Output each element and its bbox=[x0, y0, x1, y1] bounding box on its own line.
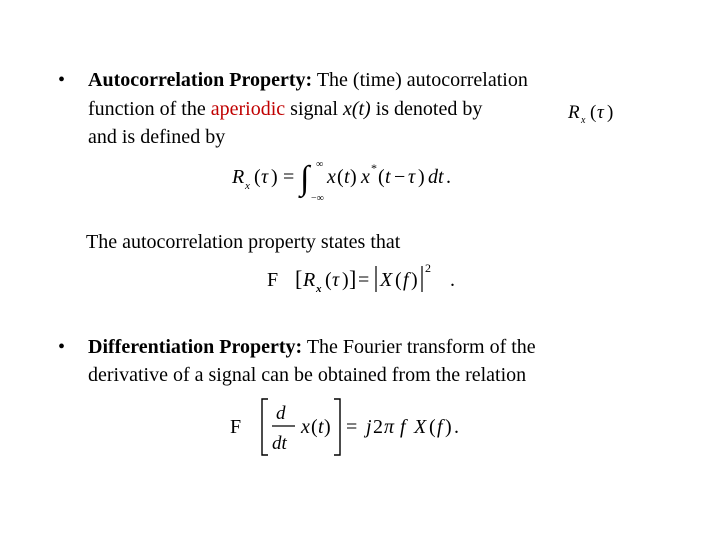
svg-text:F: F bbox=[230, 416, 242, 438]
svg-text:): ) bbox=[350, 166, 357, 188]
svg-text:(: ( bbox=[254, 166, 261, 188]
differentiation-heading: Differentiation Property: bbox=[88, 336, 303, 358]
autocorrelation-equation bbox=[230, 155, 490, 207]
svg-text:x: x bbox=[245, 180, 250, 192]
autocorrelation-line-3: and is defined by bbox=[88, 126, 226, 148]
svg-text:dt: dt bbox=[428, 166, 444, 188]
svg-text:): ) bbox=[607, 102, 614, 123]
autocorrelation-text-2e: is denoted by bbox=[370, 98, 483, 120]
svg-text:.: . bbox=[446, 166, 451, 188]
svg-text:τ: τ bbox=[408, 166, 416, 188]
svg-text:=: = bbox=[283, 166, 295, 188]
svg-text:.: . bbox=[454, 416, 459, 438]
svg-text:j: j bbox=[366, 416, 372, 438]
inline-rx-tau-symbol bbox=[566, 96, 626, 128]
svg-text:x: x bbox=[316, 283, 322, 295]
autocorrelation-property-equation bbox=[265, 258, 475, 298]
svg-text:f: f bbox=[400, 416, 406, 438]
svg-text:π: π bbox=[384, 416, 395, 438]
svg-text:(: ( bbox=[590, 102, 597, 123]
autocorrelation-line-1 bbox=[88, 67, 528, 93]
svg-text:): ) bbox=[342, 269, 349, 291]
differentiation-equation bbox=[228, 393, 488, 459]
svg-text:(: ( bbox=[378, 166, 385, 188]
svg-text:.: . bbox=[450, 269, 455, 291]
svg-text:x: x bbox=[301, 416, 310, 438]
svg-text:(: ( bbox=[395, 269, 402, 291]
svg-text:−: − bbox=[394, 166, 406, 188]
svg-text:=: = bbox=[346, 416, 358, 438]
svg-text:x: x bbox=[327, 166, 336, 188]
svg-text:∞: ∞ bbox=[316, 159, 324, 170]
svg-text:−∞: −∞ bbox=[311, 193, 324, 204]
svg-text:dt: dt bbox=[272, 433, 287, 454]
signal-symbol: x(t) bbox=[342, 98, 371, 120]
svg-text:R: R bbox=[303, 269, 316, 291]
differentiation-line-2: derivative of a signal can be obtained from the relation bbox=[88, 364, 527, 386]
svg-text:X: X bbox=[380, 269, 393, 291]
svg-text:*: * bbox=[371, 161, 377, 175]
svg-text:2: 2 bbox=[425, 261, 431, 275]
svg-text:τ: τ bbox=[261, 166, 269, 188]
svg-text:): ) bbox=[324, 416, 331, 438]
svg-text:t: t bbox=[344, 166, 350, 188]
differentiation-line-1 bbox=[88, 334, 536, 360]
svg-text:[: [ bbox=[295, 266, 303, 291]
bullet-2: • bbox=[58, 336, 66, 358]
svg-text:R: R bbox=[568, 102, 580, 123]
svg-text:): ) bbox=[445, 416, 452, 438]
svg-text:∫: ∫ bbox=[300, 160, 310, 197]
autocorrelation-text-1: The (time) autocorrelation bbox=[312, 69, 528, 91]
svg-text:(: ( bbox=[429, 416, 436, 438]
svg-text:(: ( bbox=[311, 416, 318, 438]
svg-text:τ: τ bbox=[332, 269, 340, 291]
autocorrelation-text-2a: function of the bbox=[88, 98, 211, 120]
svg-text:=: = bbox=[358, 269, 370, 291]
svg-text:x: x bbox=[361, 166, 370, 188]
autocorrelation-heading: Autocorrelation Property: bbox=[88, 69, 313, 91]
svg-text:]: ] bbox=[349, 266, 357, 291]
svg-text:t: t bbox=[318, 416, 324, 438]
svg-text:): ) bbox=[271, 166, 278, 188]
svg-text:2: 2 bbox=[373, 416, 383, 438]
svg-text:(: ( bbox=[337, 166, 344, 188]
svg-text:τ: τ bbox=[597, 102, 604, 123]
svg-text:F: F bbox=[267, 269, 279, 291]
autocorrelation-text-2c: signal bbox=[285, 98, 343, 120]
svg-text:f: f bbox=[403, 269, 409, 291]
svg-text:d: d bbox=[276, 403, 286, 424]
svg-text:(: ( bbox=[325, 269, 332, 291]
svg-text:): ) bbox=[418, 166, 425, 188]
svg-text:t: t bbox=[385, 166, 391, 188]
svg-text:): ) bbox=[411, 269, 418, 291]
bullet-1: • bbox=[58, 69, 66, 91]
svg-text:R: R bbox=[232, 166, 245, 188]
aperiodic-word: aperiodic bbox=[210, 98, 286, 120]
svg-text:x: x bbox=[581, 115, 586, 126]
svg-text:f: f bbox=[437, 416, 443, 438]
svg-text:X: X bbox=[414, 416, 427, 438]
autocorrelation-line-2 bbox=[88, 96, 482, 122]
autocorrelation-statement: The autocorrelation property states that bbox=[86, 231, 401, 253]
differentiation-text-1: The Fourier transform of the bbox=[302, 336, 536, 358]
